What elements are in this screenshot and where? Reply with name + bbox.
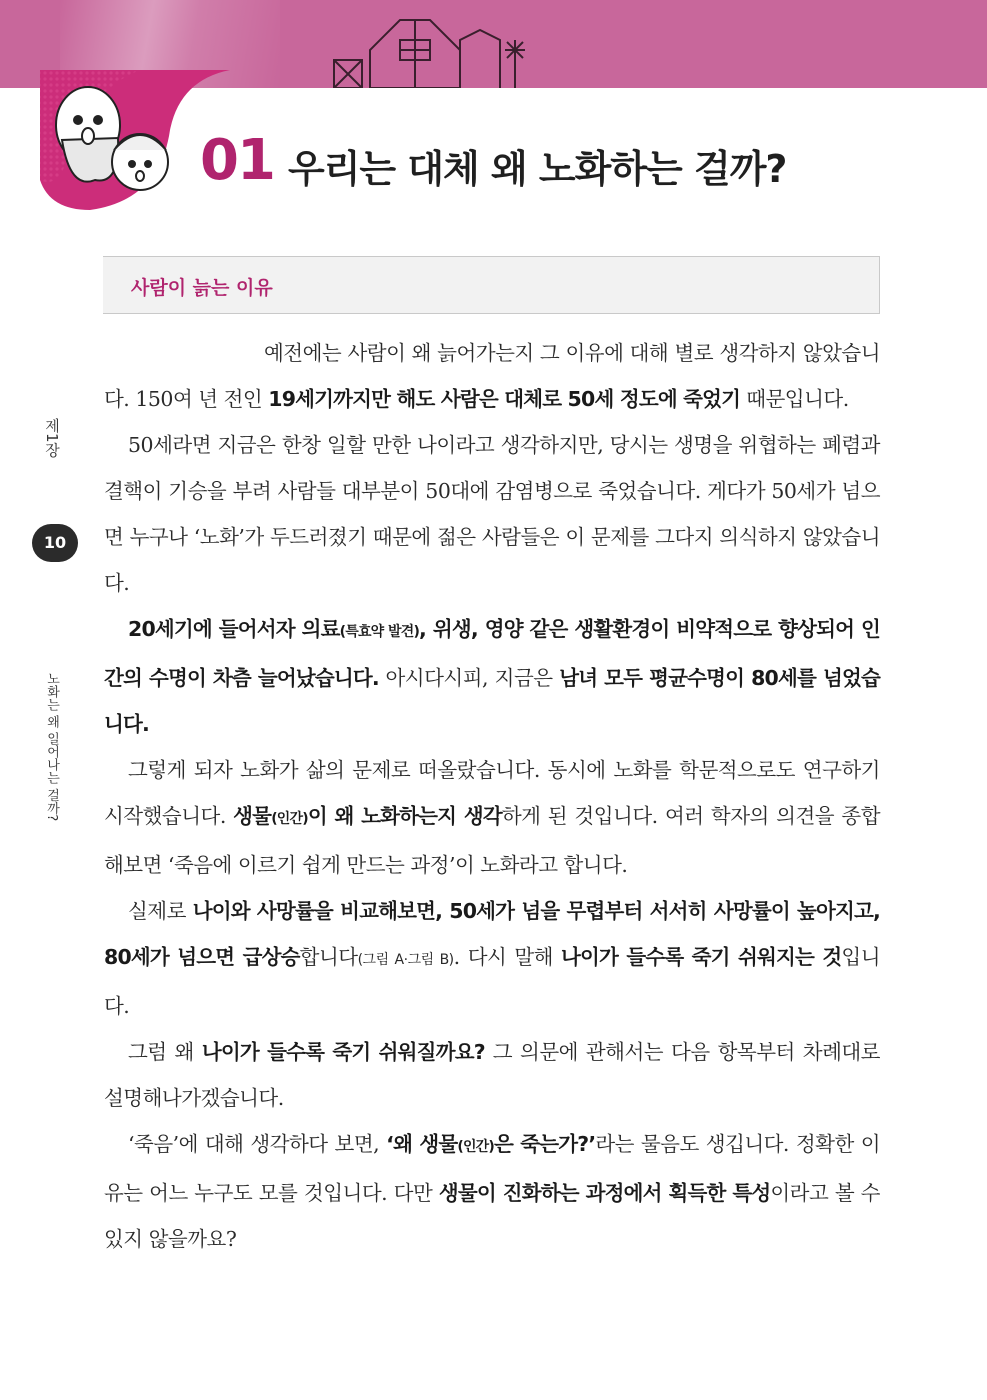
small-run: (인간)	[457, 1139, 494, 1155]
paragraph-3	[104, 606, 880, 747]
old-couple-illustration	[40, 80, 180, 200]
small-run: (그림 A·그림 B)	[357, 952, 454, 968]
bold-run: 19세기까지만 해도 사람은 대체로 50세 정도에 죽었기	[268, 387, 741, 411]
bold-run: 20세기에 들어서자 의료	[128, 617, 340, 641]
text-run: 라는 물음도 생깁니다. 정확한 이유는 어느 누구도 모를 것입니다. 다만	[104, 1132, 880, 1205]
text-run: 아시다시피, 지금은	[378, 666, 560, 690]
text-run: 예전에는 사람이 왜 늙어가는지 그 이유에 대해 별로 생각하지 않았습니다. 150여 년 전인	[104, 341, 880, 411]
chapter-title: 우리는 대체 왜 노화하는 걸까?	[288, 147, 787, 191]
text-run: . 다시 말해	[453, 945, 561, 969]
text-run: 때문입니다.	[740, 387, 849, 411]
paragraph-1	[104, 330, 880, 422]
section-title: 사람이 늙는 이유	[131, 277, 273, 299]
paragraph-6	[104, 1029, 880, 1121]
bold-run: 나이가 들수록 죽기 쉬워지는 것	[560, 945, 842, 969]
text-run: 이라고 볼 수 있지 않을까요?	[104, 1181, 880, 1251]
small-run: (특효약 발견)	[339, 624, 420, 640]
page-number-badge: 10	[32, 524, 78, 562]
text-run: 합니다	[299, 945, 358, 969]
paragraph-2	[104, 422, 880, 606]
text-run: 실제로	[128, 899, 193, 923]
bold-run: 생물이 진화하는 과정에서 획득한 특성	[438, 1181, 771, 1205]
bold-run: , 위생, 영양 같은 생활환경이 비약적으로 향상되어 인간의 수명이 차츰 늘어났습니다.	[104, 617, 880, 690]
paragraph-7	[104, 1121, 880, 1262]
text-run: 그럼 왜	[128, 1040, 202, 1064]
paragraph-5	[104, 888, 880, 1029]
barn-windmill-illustration	[330, 10, 530, 88]
text-run: 그렇게 되자 노화가 삶의 문제로 떠올랐습니다. 동시에 노화를 학문적으로도 연구하기 시작했습니다.	[104, 758, 880, 828]
chapter-label: 제1장	[43, 418, 61, 458]
bold-run: 생물	[233, 804, 272, 828]
text-run: 하게 된 것입니다. 여러 학자의 의견을 종합해보면 ‘죽음에 이르기 쉽게 만드는 과정’이 노화라고 합니다.	[104, 804, 881, 877]
bold-run: 은 죽는가?’	[494, 1132, 596, 1156]
bold-run: 나이와 사망률을 비교해보면, 50세가 넘을 무렵부터 서서히 사망률이 높아지고, 80세가 넘으면 급상승	[104, 899, 880, 969]
bold-run: 이 왜 노화하는지 생각	[307, 804, 502, 828]
section-header-box	[103, 256, 880, 314]
text-run: 입니다.	[104, 945, 880, 1018]
text-run: ‘죽음’에 대해 생각하다 보면,	[128, 1132, 387, 1156]
chapter-number: 01	[200, 128, 274, 193]
bold-run: 남녀 모두 평균수명이 80세를 넘었습니다.	[104, 666, 880, 736]
text-run: 50세라면 지금은 한창 일할 만한 나이라고 생각하지만, 당시는 생명을 위협하는 폐렴과 결핵이 기승을 부려 사람들 대부분이 50대에 감염병으로 죽었습니다. 게다가 50세가 넘으면 누구나 ‘노화’가 두드러졌기 때문에 젊은 사람들은 이 문제를 그다지 의식하지 않았습니다.	[104, 433, 880, 595]
bold-run: 나이가 들수록 죽기 쉬워질까요?	[201, 1040, 485, 1064]
small-run: (인간)	[271, 811, 308, 827]
paragraph-4	[104, 747, 880, 888]
running-title: 노화는 왜 일어나는 걸까?	[44, 672, 59, 822]
body-text	[104, 330, 880, 1262]
bold-run: ‘왜 생물	[386, 1132, 458, 1156]
text-run: 그 의문에 관해서는 다음 항목부터 차례대로 설명해나가겠습니다.	[104, 1040, 880, 1110]
